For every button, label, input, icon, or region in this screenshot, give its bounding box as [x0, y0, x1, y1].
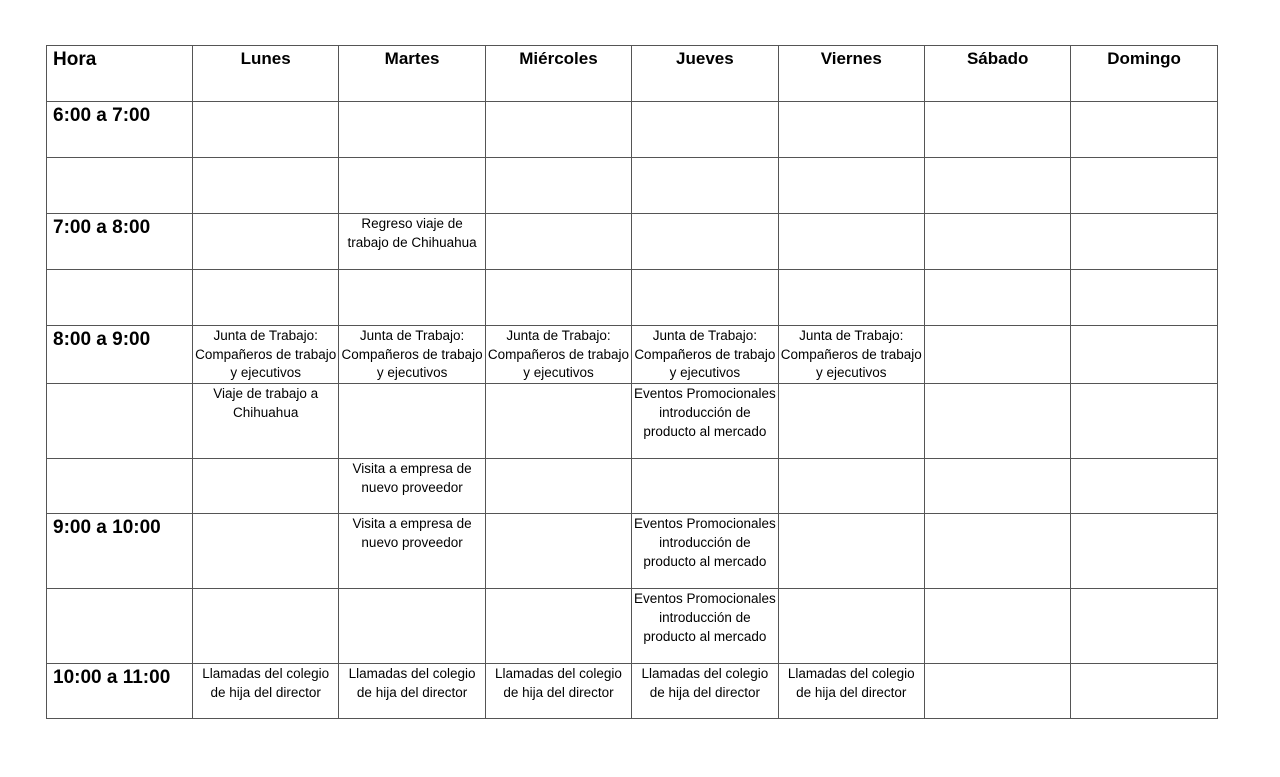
hour-label: 7:00 a 8:00: [47, 214, 193, 270]
schedule-cell: [485, 270, 631, 326]
table-row: [47, 514, 1218, 589]
schedule-cell: [924, 664, 1070, 719]
schedule-cell: [924, 384, 1070, 459]
schedule-cell: [778, 102, 924, 158]
schedule-cell: [1071, 158, 1217, 214]
schedule-cell: [778, 514, 924, 589]
table-row: [47, 270, 1218, 326]
schedule-cell: Llamadas del colegio de hija del director: [778, 664, 924, 719]
header-row: [47, 46, 1218, 102]
schedule-cell: [924, 158, 1070, 214]
schedule-cell: [632, 459, 778, 514]
schedule-cell: [485, 158, 631, 214]
day-header-lunes: Lunes: [193, 46, 339, 102]
schedule-cell: Viaje de trabajo a Chihuahua: [193, 384, 339, 459]
schedule-cell: [924, 514, 1070, 589]
schedule-cell: Visita a empresa de nuevo proveedor: [339, 514, 485, 589]
hour-label: 10:00 a 11:00: [47, 664, 193, 719]
schedule-cell: [193, 270, 339, 326]
schedule-cell: [485, 514, 631, 589]
schedule-cell: [778, 459, 924, 514]
table-row: [47, 384, 1218, 459]
schedule-cell: [1071, 214, 1217, 270]
day-header-martes: Martes: [339, 46, 485, 102]
schedule-cell: Junta de Trabajo: Compañeros de trabajo y ejecutivos: [339, 326, 485, 384]
schedule-cell: [485, 102, 631, 158]
schedule-cell: [632, 102, 778, 158]
schedule-cell: [924, 270, 1070, 326]
schedule-cell: Visita a empresa de nuevo proveedor: [339, 459, 485, 514]
schedule-cell: Llamadas del colegio de hija del director: [485, 664, 631, 719]
table-row: [47, 589, 1218, 664]
schedule-cell: [193, 459, 339, 514]
schedule-cell: Eventos Promocionales introducción de producto al mercado: [632, 384, 778, 459]
schedule-cell: [924, 214, 1070, 270]
table-row: [47, 459, 1218, 514]
schedule-cell: [193, 158, 339, 214]
hour-label: [47, 270, 193, 326]
schedule-cell: Llamadas del colegio de hija del director: [193, 664, 339, 719]
schedule-cell: Junta de Trabajo: Compañeros de trabajo y ejecutivos: [778, 326, 924, 384]
schedule-cell: [193, 102, 339, 158]
schedule-cell: [1071, 514, 1217, 589]
day-header-viernes: Viernes: [778, 46, 924, 102]
hour-label: 6:00 a 7:00: [47, 102, 193, 158]
schedule-cell: [1071, 326, 1217, 384]
schedule-cell: [193, 589, 339, 664]
schedule-cell: [1071, 664, 1217, 719]
table-row: [47, 102, 1218, 158]
schedule-cell: [632, 214, 778, 270]
hour-label: [47, 158, 193, 214]
schedule-cell: [1071, 270, 1217, 326]
schedule-cell: [485, 459, 631, 514]
hour-label: [47, 589, 193, 664]
schedule-cell: [924, 102, 1070, 158]
schedule-cell: [1071, 102, 1217, 158]
hour-label: [47, 459, 193, 514]
table-row: [47, 664, 1218, 719]
schedule-cell: Junta de Trabajo: Compañeros de trabajo y ejecutivos: [485, 326, 631, 384]
schedule-cell: [1071, 384, 1217, 459]
schedule-cell: [339, 158, 485, 214]
day-header-jueves: Jueves: [632, 46, 778, 102]
schedule-cell: [1071, 459, 1217, 514]
hour-label: 8:00 a 9:00: [47, 326, 193, 384]
schedule-cell: [339, 270, 485, 326]
schedule-cell: Llamadas del colegio de hija del director: [632, 664, 778, 719]
schedule-cell: [632, 158, 778, 214]
hour-column-header: Hora: [47, 46, 193, 102]
schedule-cell: [924, 326, 1070, 384]
table-row: [47, 214, 1218, 270]
schedule-cell: [193, 514, 339, 589]
schedule-cell: Eventos Promocionales introducción de producto al mercado: [632, 514, 778, 589]
schedule-cell: Llamadas del colegio de hija del director: [339, 664, 485, 719]
schedule-cell: [778, 384, 924, 459]
table-row: [47, 158, 1218, 214]
schedule-cell: [632, 270, 778, 326]
hour-label: 9:00 a 10:00: [47, 514, 193, 589]
schedule-cell: [193, 214, 339, 270]
schedule-cell: [778, 214, 924, 270]
schedule-cell: [485, 384, 631, 459]
schedule-cell: [339, 589, 485, 664]
schedule-cell: [778, 270, 924, 326]
schedule-cell: [1071, 589, 1217, 664]
table-row: [47, 326, 1218, 384]
schedule-cell: Junta de Trabajo: Compañeros de trabajo y ejecutivos: [632, 326, 778, 384]
schedule-cell: Regreso viaje de trabajo de Chihuahua: [339, 214, 485, 270]
day-header-sabado: Sábado: [924, 46, 1070, 102]
weekly-schedule-table: [46, 45, 1218, 719]
day-header-miercoles: Miércoles: [485, 46, 631, 102]
schedule-cell: Junta de Trabajo: Compañeros de trabajo y ejecutivos: [193, 326, 339, 384]
schedule-cell: Eventos Promocionales introducción de producto al mercado: [632, 589, 778, 664]
hour-label: [47, 384, 193, 459]
schedule-cell: [485, 589, 631, 664]
schedule-cell: [778, 158, 924, 214]
schedule-cell: [924, 459, 1070, 514]
day-header-domingo: Domingo: [1071, 46, 1217, 102]
schedule-cell: [485, 214, 631, 270]
schedule-cell: [339, 384, 485, 459]
schedule-cell: [924, 589, 1070, 664]
schedule-cell: [778, 589, 924, 664]
schedule-cell: [339, 102, 485, 158]
